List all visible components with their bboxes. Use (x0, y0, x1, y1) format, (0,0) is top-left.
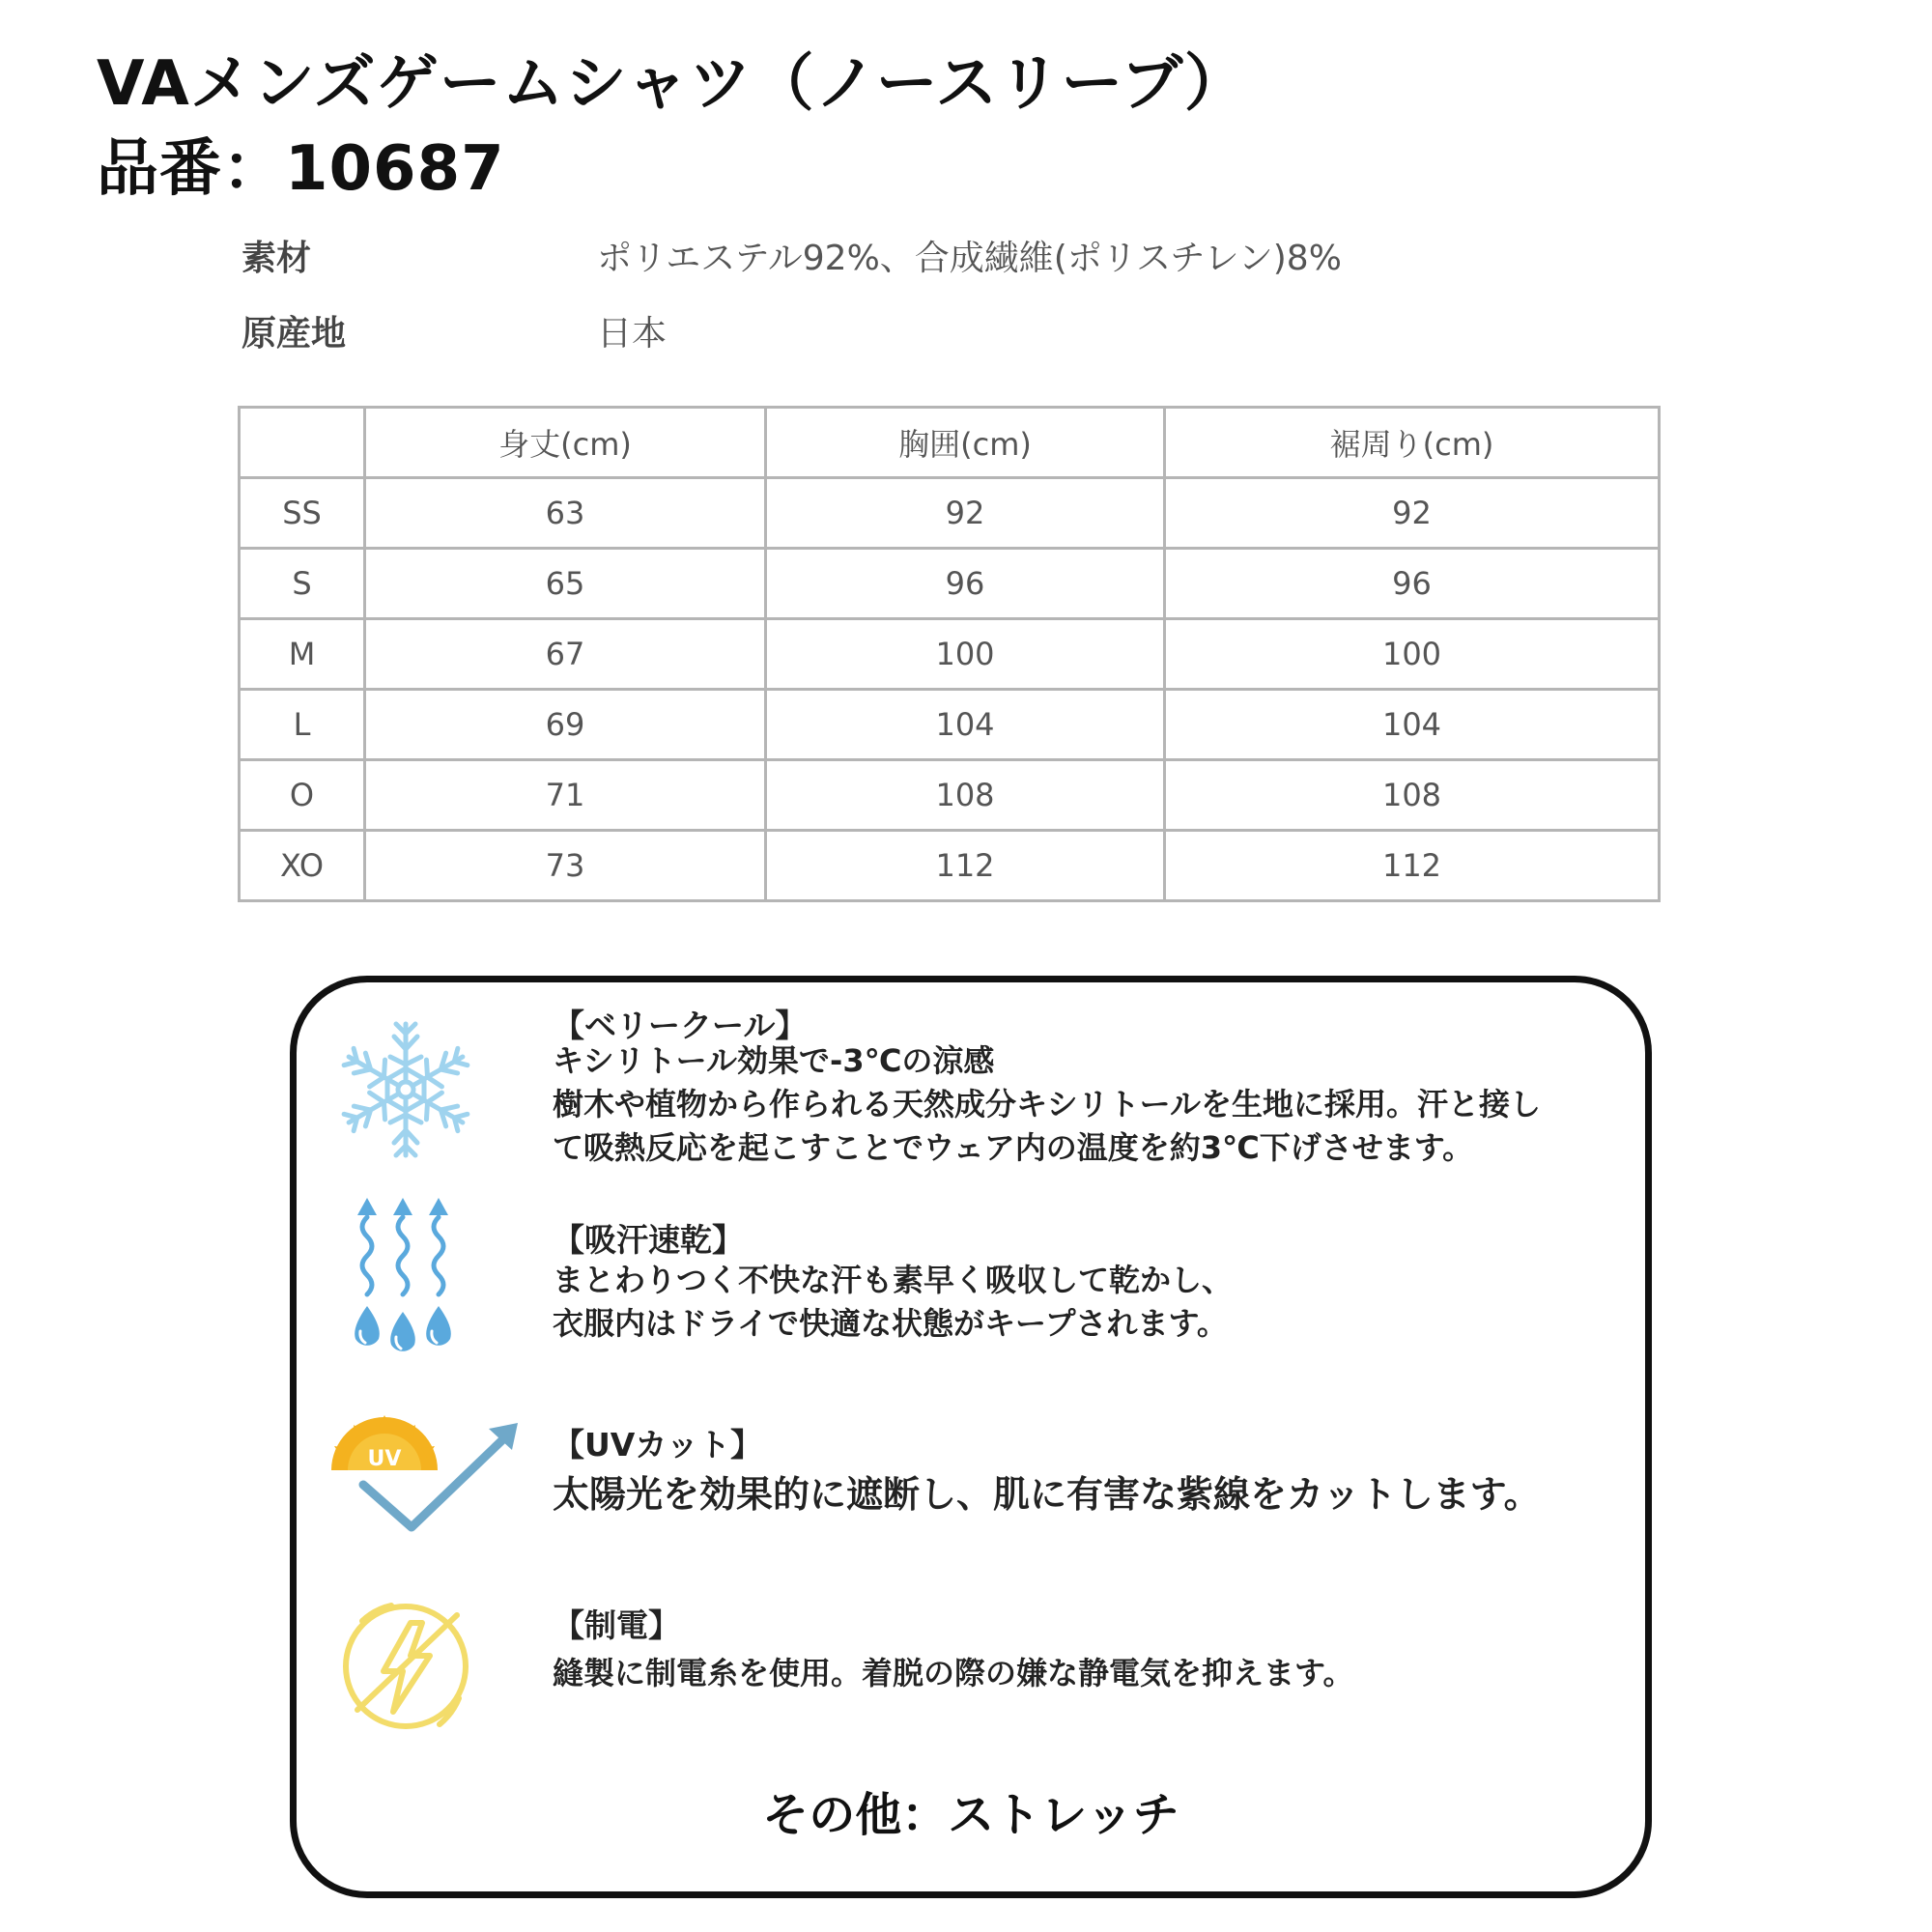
size-table (238, 406, 1661, 902)
length-cell: 73 (365, 831, 766, 901)
feature-description: キシリトール効果で-3℃の涼感 樹木や植物から作られる天然成分キシリトールを生地に採用。汗と接し て吸熱反応を起こすことでウェア内の温度を約3℃下げさせます。 (553, 1042, 1542, 1166)
table-row (240, 478, 1660, 549)
origin-label: 原産地 (242, 314, 347, 354)
feature-heading: 【制電】 (553, 1606, 680, 1644)
table-row (240, 690, 1660, 760)
feature-heading: 【吸汗速乾】 (553, 1221, 744, 1259)
material-label: 素材 (242, 239, 312, 278)
feature-description: 縫製に制電糸を使用。着脱の際の嫌な静電気を抑えます。 (553, 1655, 1354, 1691)
feature-heading: 【UVカット】 (553, 1426, 763, 1463)
size-cell: L (240, 690, 365, 760)
length-cell: 65 (365, 549, 766, 619)
uv-cut-icon (327, 1415, 520, 1536)
length-cell: 63 (365, 478, 766, 549)
hem-cell: 100 (1165, 619, 1660, 690)
feature-heading: 【ベリークール】 (553, 1007, 808, 1044)
length-cell: 71 (365, 760, 766, 831)
chest-cell: 108 (766, 760, 1165, 831)
size-header-blank (240, 408, 365, 478)
size-header-hem: 裾周り(cm) (1165, 408, 1660, 478)
product-title: VAメンズゲームシャツ（ノースリーブ） (97, 48, 1247, 120)
length-cell: 69 (365, 690, 766, 760)
size-cell: O (240, 760, 365, 831)
antistatic-icon (333, 1594, 483, 1739)
table-row (240, 619, 1660, 690)
size-cell: XO (240, 831, 365, 901)
table-row (240, 549, 1660, 619)
size-cell: SS (240, 478, 365, 549)
chest-cell: 92 (766, 478, 1165, 549)
sweat-drops-icon (348, 1198, 464, 1362)
hem-cell: 104 (1165, 690, 1660, 760)
hem-cell: 112 (1165, 831, 1660, 901)
snowflake-icon (333, 1017, 478, 1162)
other-features: その他：ストレッチ (762, 1788, 1179, 1842)
origin-value: 日本 (597, 314, 668, 354)
size-header-length: 身丈(cm) (365, 408, 766, 478)
table-row (240, 831, 1660, 901)
chest-cell: 112 (766, 831, 1165, 901)
product-number: 品番：10687 (97, 133, 505, 205)
feature-description: まとわりつく不快な汗も素早く吸収して乾かし、 衣服内はドライで快適な状態がキープされます。 (553, 1262, 1234, 1342)
hem-cell: 108 (1165, 760, 1660, 831)
uv-icon-text: UV (367, 1447, 402, 1471)
length-cell: 67 (365, 619, 766, 690)
material-value: ポリエステル92%、合成繊維(ポリスチレン)8% (597, 239, 1342, 278)
chest-cell: 100 (766, 619, 1165, 690)
size-cell: S (240, 549, 365, 619)
size-cell: M (240, 619, 365, 690)
hem-cell: 92 (1165, 478, 1660, 549)
size-table-header-row (240, 408, 1660, 478)
chest-cell: 104 (766, 690, 1165, 760)
table-row (240, 760, 1660, 831)
chest-cell: 96 (766, 549, 1165, 619)
hem-cell: 96 (1165, 549, 1660, 619)
feature-description: 太陽光を効果的に遮断し、肌に有害な紫線をカットします。 (553, 1473, 1541, 1516)
size-header-chest: 胸囲(cm) (766, 408, 1165, 478)
